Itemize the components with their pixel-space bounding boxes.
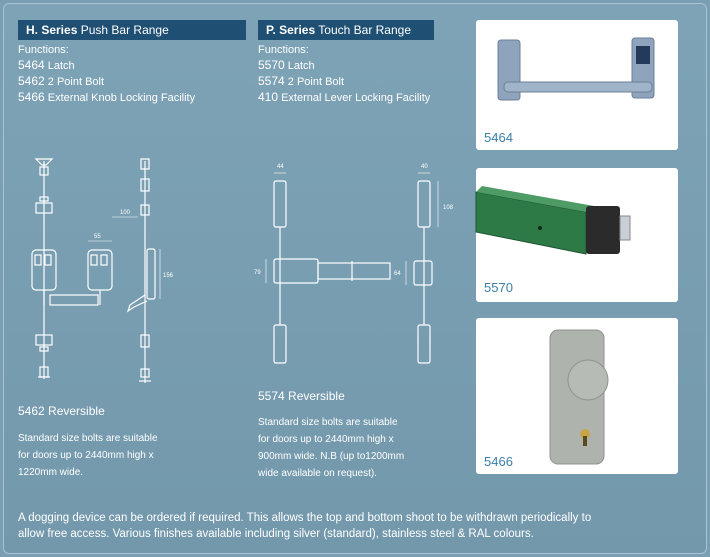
h-model-body: Standard size bolts are suitable for doors up to 2440mm high x 1220mm wide. bbox=[18, 433, 158, 478]
footer-note: A dogging device can be ordered if required. This allows the top and bottom shoot to be withdrawn periodically to allow free access. Various finishes available including silver (standard), stainless steel & RAL colours. bbox=[18, 512, 592, 540]
p-model-title: 5574 Reversible bbox=[258, 389, 345, 403]
photo-5466 bbox=[476, 318, 678, 474]
touch-bar-image bbox=[476, 168, 678, 268]
p-dim-79: 79 bbox=[254, 270, 261, 276]
photo-label: 5570 bbox=[484, 280, 513, 295]
h-function-item: 5466 External Knob Locking Facility bbox=[18, 90, 196, 104]
h-series-drawing bbox=[20, 155, 190, 390]
p-series-drawing bbox=[246, 155, 454, 370]
p-series-title-rest: Touch Bar Range bbox=[318, 23, 412, 37]
p-series-functions bbox=[258, 43, 430, 106]
h-dim-156: 156 bbox=[163, 273, 174, 279]
h-series-title-bold: H. Series bbox=[26, 23, 78, 37]
h-dim-100: 100 bbox=[120, 210, 131, 216]
photo-5464 bbox=[476, 20, 678, 150]
h-series-header bbox=[18, 20, 246, 40]
push-bar-image bbox=[476, 20, 678, 130]
p-series-header bbox=[258, 20, 434, 40]
h-function-item: 5462 2 Point Bolt bbox=[18, 74, 105, 88]
photo-label: 5466 bbox=[484, 454, 513, 469]
p-function-item: 5574 2 Point Bolt bbox=[258, 74, 345, 88]
knob-image bbox=[476, 318, 678, 474]
p-series-title-bold: P. Series bbox=[266, 23, 316, 37]
h-function-item: 5464 Latch bbox=[18, 58, 75, 72]
p-dim-108: 108 bbox=[443, 205, 454, 211]
p-dim-64: 64 bbox=[394, 271, 401, 277]
p-dim-44: 44 bbox=[277, 164, 284, 170]
p-model-body: Standard size bolts are suitable for doors up to 2440mm high x 900mm wide. N.B (up to1200mm wide available on request). bbox=[258, 417, 405, 479]
h-series-title-rest: Push Bar Range bbox=[80, 23, 169, 37]
h-series-functions bbox=[18, 43, 195, 106]
p-dim-40: 40 bbox=[421, 164, 428, 170]
p-functions-label: Functions: bbox=[258, 44, 309, 56]
h-functions-label: Functions: bbox=[18, 44, 69, 56]
photo-label: 5464 bbox=[484, 130, 513, 145]
h-model-title: 5462 Reversible bbox=[18, 404, 105, 418]
p-function-item: 410 External Lever Locking Facility bbox=[258, 90, 431, 104]
h-dim-55: 55 bbox=[94, 234, 101, 240]
p-function-item: 5570 Latch bbox=[258, 58, 315, 72]
photo-5570 bbox=[476, 168, 678, 302]
